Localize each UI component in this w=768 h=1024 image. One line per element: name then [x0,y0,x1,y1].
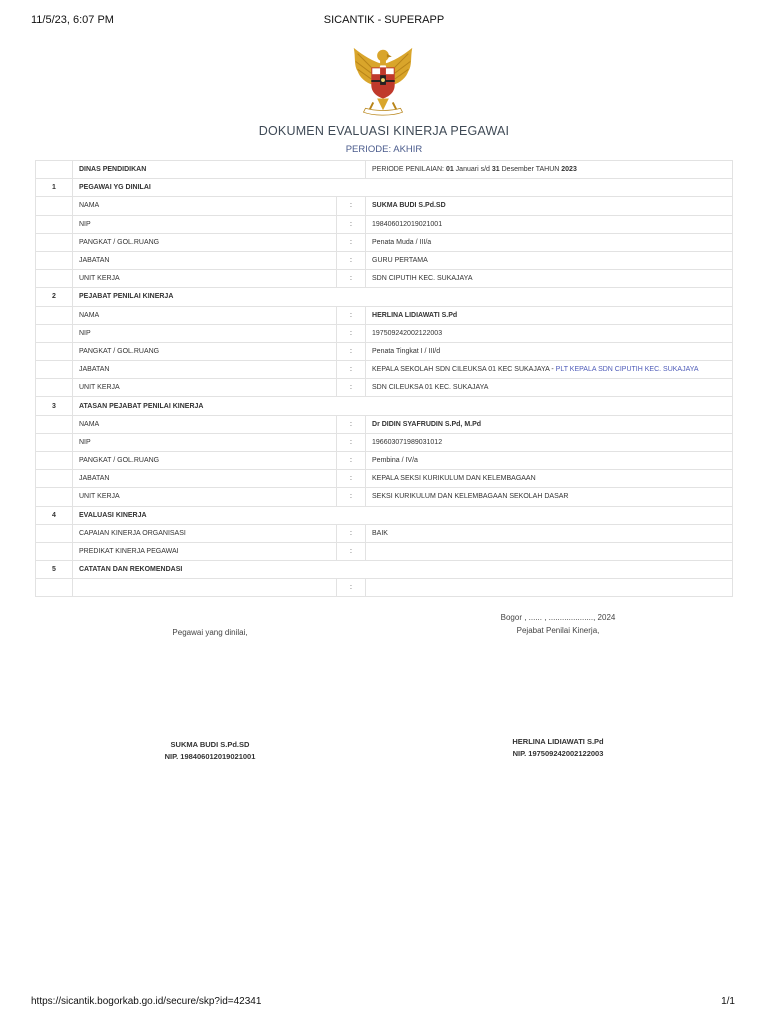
table-row [36,579,733,597]
print-url: https://sicantik.bogorkab.go.id/secure/skp?id=42341 [31,996,262,1007]
table-row [36,524,733,542]
field-label: NAMA [73,197,337,215]
field-label: NIP [73,215,337,233]
employee-signatory-name: SUKMA BUDI S.Pd.SD [170,740,250,749]
table-row [36,379,733,397]
print-title: SICANTIK - SUPERAPP [323,14,445,26]
table-row [36,233,733,251]
table-cell [36,161,73,179]
field-label: PANGKAT / GOL.RUANG [73,233,337,251]
print-footer [0,996,768,1010]
field-value: GURU PERTAMA [366,251,733,269]
field-value: SEKSI KURIKULUM DAN KELEMBAGAAN SEKOLAH DASAR [366,488,733,506]
field-label: UNIT KERJA [73,379,337,397]
field-value: SDN CILEUKSA 01 KEC. SUKAJAYA [366,379,733,397]
field-value: SDN CIPUTIH KEC. SUKAJAYA [366,270,733,288]
colon: : [337,306,366,324]
field-value: Dr DIDIN SYAFRUDIN S.Pd, M.Pd [366,415,733,433]
table-row [36,306,733,324]
table-row [36,452,733,470]
field-label: PANGKAT / GOL.RUANG [73,342,337,360]
field-value: KEPALA SEKSI KURIKULUM DAN KELEMBAGAAN [366,470,733,488]
table-row [36,488,733,506]
colon: : [337,197,366,215]
field-value: HERLINA LIDIAWATI S.Pd [366,306,733,324]
table-row [36,361,733,379]
evaluation-table [35,160,733,597]
field-label: JABATAN [73,361,337,379]
colon: : [337,233,366,251]
table-row [36,433,733,451]
table-row [36,342,733,360]
colon: : [337,579,366,597]
section-number: 2 [36,288,73,306]
field-label: JABATAN [73,251,337,269]
section-row [36,506,733,524]
field-value [366,579,733,597]
table-header-row [36,161,733,179]
field-label: NIP [73,324,337,342]
section-title: PEJABAT PENILAI KINERJA [73,288,733,306]
print-datetime: 11/5/23, 6:07 PM [31,14,114,26]
colon: : [337,251,366,269]
colon: : [337,452,366,470]
field-label [73,579,337,597]
field-value [366,542,733,560]
field-value: Penata Tingkat I / III/d [366,342,733,360]
field-value: 196603071989031012 [366,433,733,451]
agency-name: DINAS PENDIDIKAN [73,161,366,179]
section-title: CATATAN DAN REKOMENDASI [73,561,733,579]
section-number: 5 [36,561,73,579]
field-label: NAMA [73,415,337,433]
section-title: EVALUASI KINERJA [73,506,733,524]
table-row [36,270,733,288]
field-label: UNIT KERJA [73,270,337,288]
field-value: 198406012019021001 [366,215,733,233]
field-label: CAPAIAN KINERJA ORGANISASI [73,524,337,542]
field-value: Pembina / IV/a [366,452,733,470]
section-number: 4 [36,506,73,524]
colon: : [337,542,366,560]
colon: : [337,379,366,397]
field-value: KEPALA SEKOLAH SDN CILEUKSA 01 KEC SUKAJAYA - PLT KEPALA SDN CIPUTIH KEC. SUKAJAYA [366,361,733,379]
field-value: Penata Muda / III/a [366,233,733,251]
table-row [36,251,733,269]
field-value: SUKMA BUDI S.Pd.SD [366,197,733,215]
field-value: BAIK [366,524,733,542]
employee-signature-caption: Pegawai yang dinilai, [172,628,248,637]
colon: : [337,342,366,360]
table-row [36,197,733,215]
section-row [36,397,733,415]
field-label: PREDIKAT KINERJA PEGAWAI [73,542,337,560]
colon: : [337,415,366,433]
section-row [36,179,733,197]
acting-position-link[interactable]: PLT KEPALA SDN CIPUTIH KEC. SUKAJAYA [555,366,699,374]
field-value: 197509242002122003 [366,324,733,342]
section-title: PEGAWAI YG DINILAI [73,179,733,197]
section-number: 1 [36,179,73,197]
field-label: PANGKAT / GOL.RUANG [73,452,337,470]
assessor-signatory-nip: NIP. 197509242002122003 [512,749,604,758]
section-number: 3 [36,397,73,415]
colon: : [337,215,366,233]
colon: : [337,270,366,288]
colon: : [337,488,366,506]
employee-signatory-nip: NIP. 198406012019021001 [164,752,256,761]
colon: : [337,524,366,542]
colon: : [337,433,366,451]
assessment-period: PERIODE PENILAIAN: 01 Januari s/d 31 Desember TAHUN 2023 [366,161,733,179]
field-label: NAMA [73,306,337,324]
field-label: JABATAN [73,470,337,488]
document-title: DOKUMEN EVALUASI KINERJA PEGAWAI [258,124,510,138]
print-page-number: 1/1 [721,996,735,1007]
field-label: UNIT KERJA [73,488,337,506]
table-row [36,215,733,233]
colon: : [337,324,366,342]
table-row [36,415,733,433]
table-row [36,470,733,488]
garuda-emblem-icon [344,42,422,120]
assessor-signature-caption: Pejabat Penilai Kinerja, [516,626,600,635]
assessor-signatory-name: HERLINA LIDIAWATI S.Pd [512,737,604,746]
colon: : [337,470,366,488]
print-header [0,14,768,30]
document-period: PERIODE: AKHIR [345,144,423,155]
section-row [36,561,733,579]
field-label: NIP [73,433,337,451]
section-row [36,288,733,306]
table-row [36,542,733,560]
signature-place-date: Bogor , ...... , ...................., 2024 [500,613,616,622]
colon: : [337,361,366,379]
section-title: ATASAN PEJABAT PENILAI KINERJA [73,397,733,415]
table-row [36,324,733,342]
